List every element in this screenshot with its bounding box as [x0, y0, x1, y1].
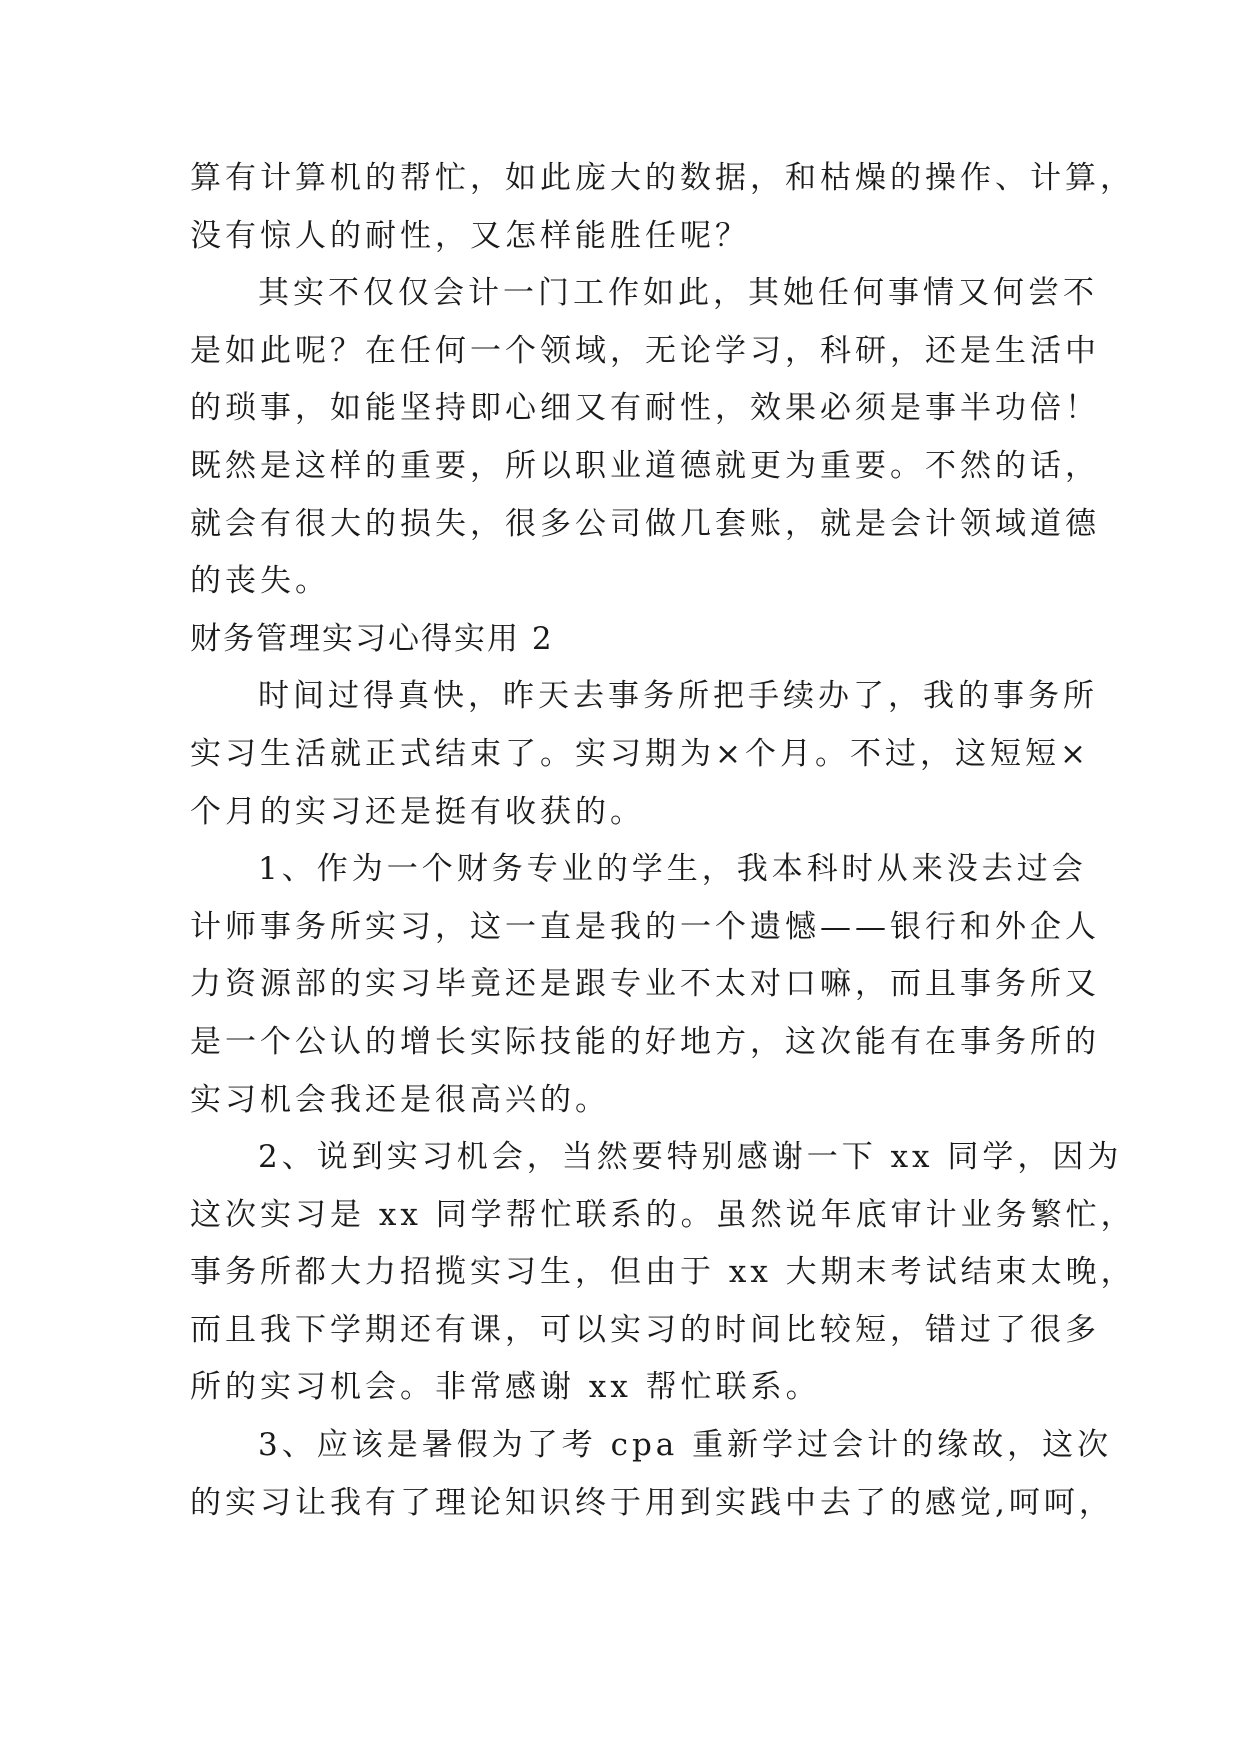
paragraph-line: 而且我下学期还有课，可以实习的时间比较短，错过了很多 [190, 1311, 1100, 1348]
paragraph-line: 1、作为一个财务专业的学生，我本科时从来没去过会 [258, 851, 1087, 888]
document-body [190, 150, 1136, 1532]
section-heading: 财务管理实习心得实用 2 [190, 620, 554, 657]
paragraph-line: 没有惊人的耐性，又怎样能胜任呢？ [190, 217, 750, 254]
paragraph-line: 时间过得真快，昨天去事务所把手续办了，我的事务所 [258, 678, 1098, 715]
paragraph-line: 是一个公认的增长实际技能的好地方，这次能有在事务所的 [190, 1023, 1100, 1060]
paragraph-line: 个月的实习还是挺有收获的。 [190, 793, 645, 830]
paragraph-line: 的琐事，如能坚持即心细又有耐性，效果必须是事半功倍！ [190, 390, 1100, 427]
paragraph-line: 3、应该是暑假为了考 cpa 重新学过会计的缘故，这次 [258, 1427, 1113, 1464]
paragraph-line: 这次实习是 xx 同学帮忙联系的。虽然说年底审计业务繁忙， [190, 1196, 1136, 1233]
paragraph-line: 的实习让我有了理论知识终于用到实践中去了的感觉,呵呵， [190, 1484, 1114, 1521]
paragraph-line: 2、说到实习机会，当然要特别感谢一下 xx 同学，因为 [258, 1139, 1123, 1176]
paragraph-line: 实习机会我还是很高兴的。 [190, 1081, 610, 1118]
paragraph-line: 事务所都大力招揽实习生，但由于 xx 大期末考试结束太晚， [190, 1254, 1136, 1291]
paragraph-line: 是如此呢？在任何一个领域，无论学习，科研，还是生活中 [190, 332, 1100, 369]
paragraph-line: 既然是这样的重要，所以职业道德就更为重要。不然的话， [190, 447, 1100, 484]
paragraph-line: 力资源部的实习毕竟还是跟专业不太对口嘛，而且事务所又 [190, 966, 1100, 1003]
paragraph-line: 就会有很大的损失，很多公司做几套账，就是会计领域道德 [190, 505, 1100, 542]
paragraph-line: 算有计算机的帮忙，如此庞大的数据，和枯燥的操作、计算， [190, 160, 1135, 196]
paragraph-line: 其实不仅仅会计一门工作如此，其她任何事情又何尝不 [258, 275, 1098, 312]
paragraph-line: 的丧失。 [190, 563, 330, 600]
paragraph-line: 计师事务所实习，这一直是我的一个遗憾——银行和外企人 [190, 908, 1100, 945]
paragraph-line: 所的实习机会。非常感谢 xx 帮忙联系。 [190, 1369, 821, 1406]
paragraph-line: 实习生活就正式结束了。实习期为×个月。不过，这短短× [190, 735, 1090, 772]
